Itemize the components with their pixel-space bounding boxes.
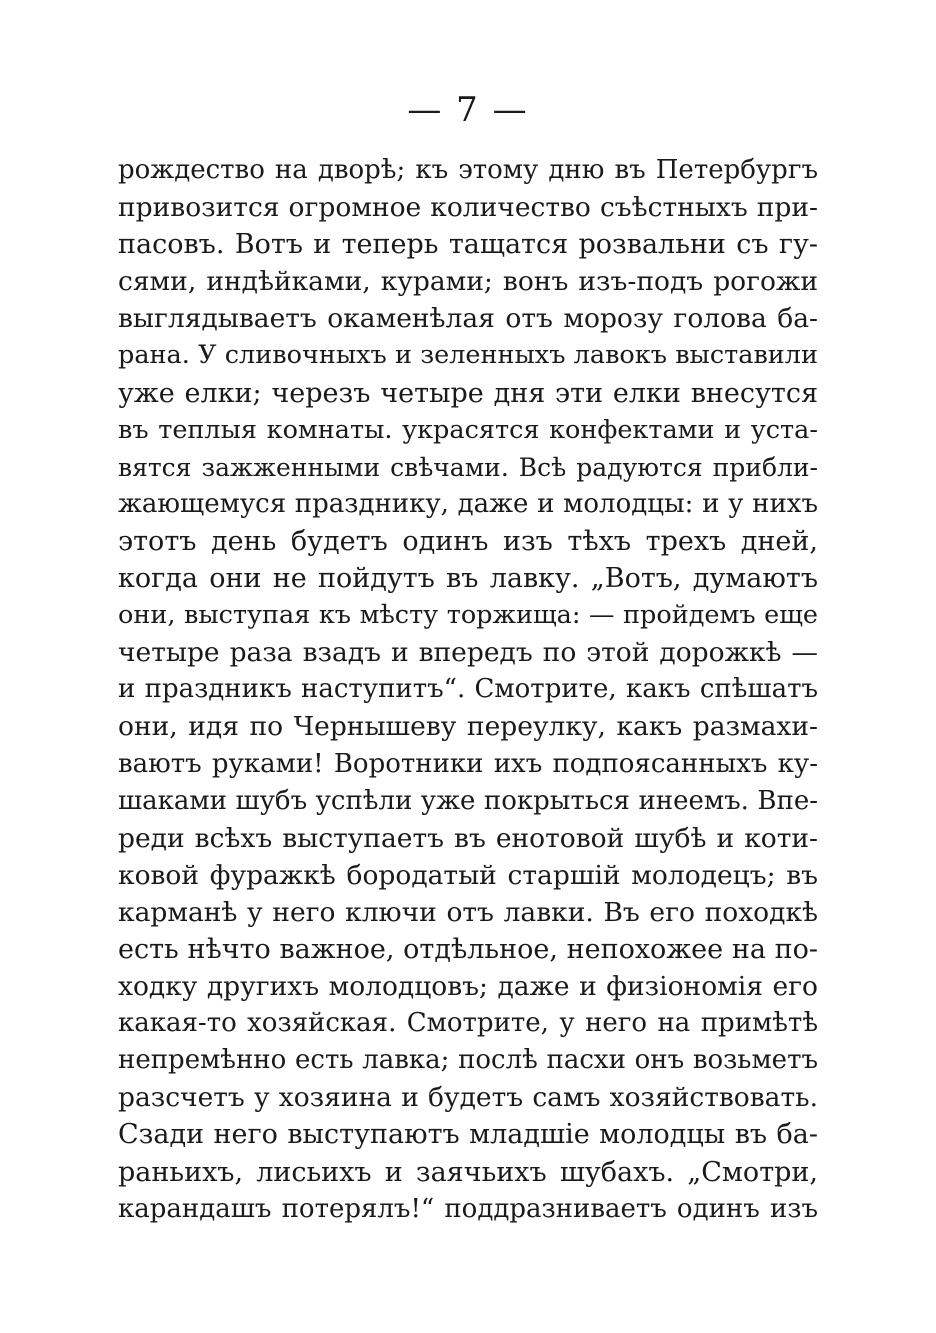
text-line: привозится огромное количество съѣстныхъ при- (118, 192, 818, 224)
text-line: рождество на дворѣ; къ этому дню въ Петербургъ (118, 155, 818, 185)
text-line: карандашъ потерялъ!“ поддразниваетъ одинъ изъ (118, 1193, 818, 1224)
text-line: четыре раза взадъ и впередъ по этой дорожкѣ — (118, 637, 818, 669)
text-line: карманѣ у него ключи отъ лавки. Въ его походкѣ (118, 896, 818, 928)
page-number: — 7 — (407, 90, 529, 130)
text-line: есть нѣчто важное, отдѣльное, непохожее на по- (118, 933, 818, 965)
text-line: какая-то хозяйская. Смотрите, у него на примѣтѣ (118, 1008, 818, 1039)
text-line: выглядываетъ окаменѣлая отъ морозу голова ба- (118, 303, 818, 335)
text-line: когда они не пойдутъ въ лавку. „Вотъ, думаютъ (118, 563, 818, 595)
text-line: рана. У сливочныхъ и зеленныхъ лавокъ выставили (118, 340, 818, 371)
text-line: вятся зажженными свѣчами. Всѣ радуются прибли- (118, 452, 818, 482)
text-line: раньихъ, лисьихъ и заячьихъ шубахъ. „Смотри, (118, 1156, 818, 1188)
text-line: пасовъ. Вотъ и теперь тащатся розвальни съ гу- (118, 229, 818, 261)
text-line: непремѣнно есть лавка; послѣ пасхи онъ возьметъ (118, 1045, 818, 1076)
text-line: и праздникъ наступитъ“. Смотрите, какъ спѣшатъ (118, 674, 818, 705)
text-line: сями, индѣйками, курами; вонъ изъ-подъ рогожи (118, 266, 818, 298)
text-line: Сзади него выступаютъ младшіе молодцы въ ба- (118, 1119, 818, 1151)
text-line: ковой фуражкѣ бородатый старшій молодецъ; въ (118, 859, 818, 891)
text-line: шаками шубъ успѣли уже покрыться инеемъ. Впе- (118, 785, 818, 816)
text-line: жающемуся празднику, даже и молодцы: и у нихъ (118, 488, 818, 519)
body-text (118, 152, 818, 1228)
text-line: этотъ день будетъ одинъ изъ тѣхъ трехъ дней, (118, 525, 818, 557)
text-line: уже елки; черезъ четыре дня эти елки внесутся (118, 377, 818, 409)
text-line: ваютъ руками! Воротники ихъ подпоясанныхъ ку- (118, 748, 818, 779)
text-line: они, идя по Чернышеву переулку, какъ размахи- (118, 711, 818, 743)
text-line: они, выступая къ мѣсту торжища: — пройдемъ еще (118, 600, 818, 631)
text-line: въ теплыя комнаты. украсятся конфектами и уста- (118, 414, 818, 445)
text-line: разсчетъ у хозяина и будетъ самъ хозяйствовать. (118, 1082, 818, 1114)
text-line: реди всѣхъ выступаетъ въ енотовой шубѣ и коти- (118, 822, 818, 854)
text-line: ходку другихъ молодцовъ; даже и физіономія его (118, 971, 818, 1003)
